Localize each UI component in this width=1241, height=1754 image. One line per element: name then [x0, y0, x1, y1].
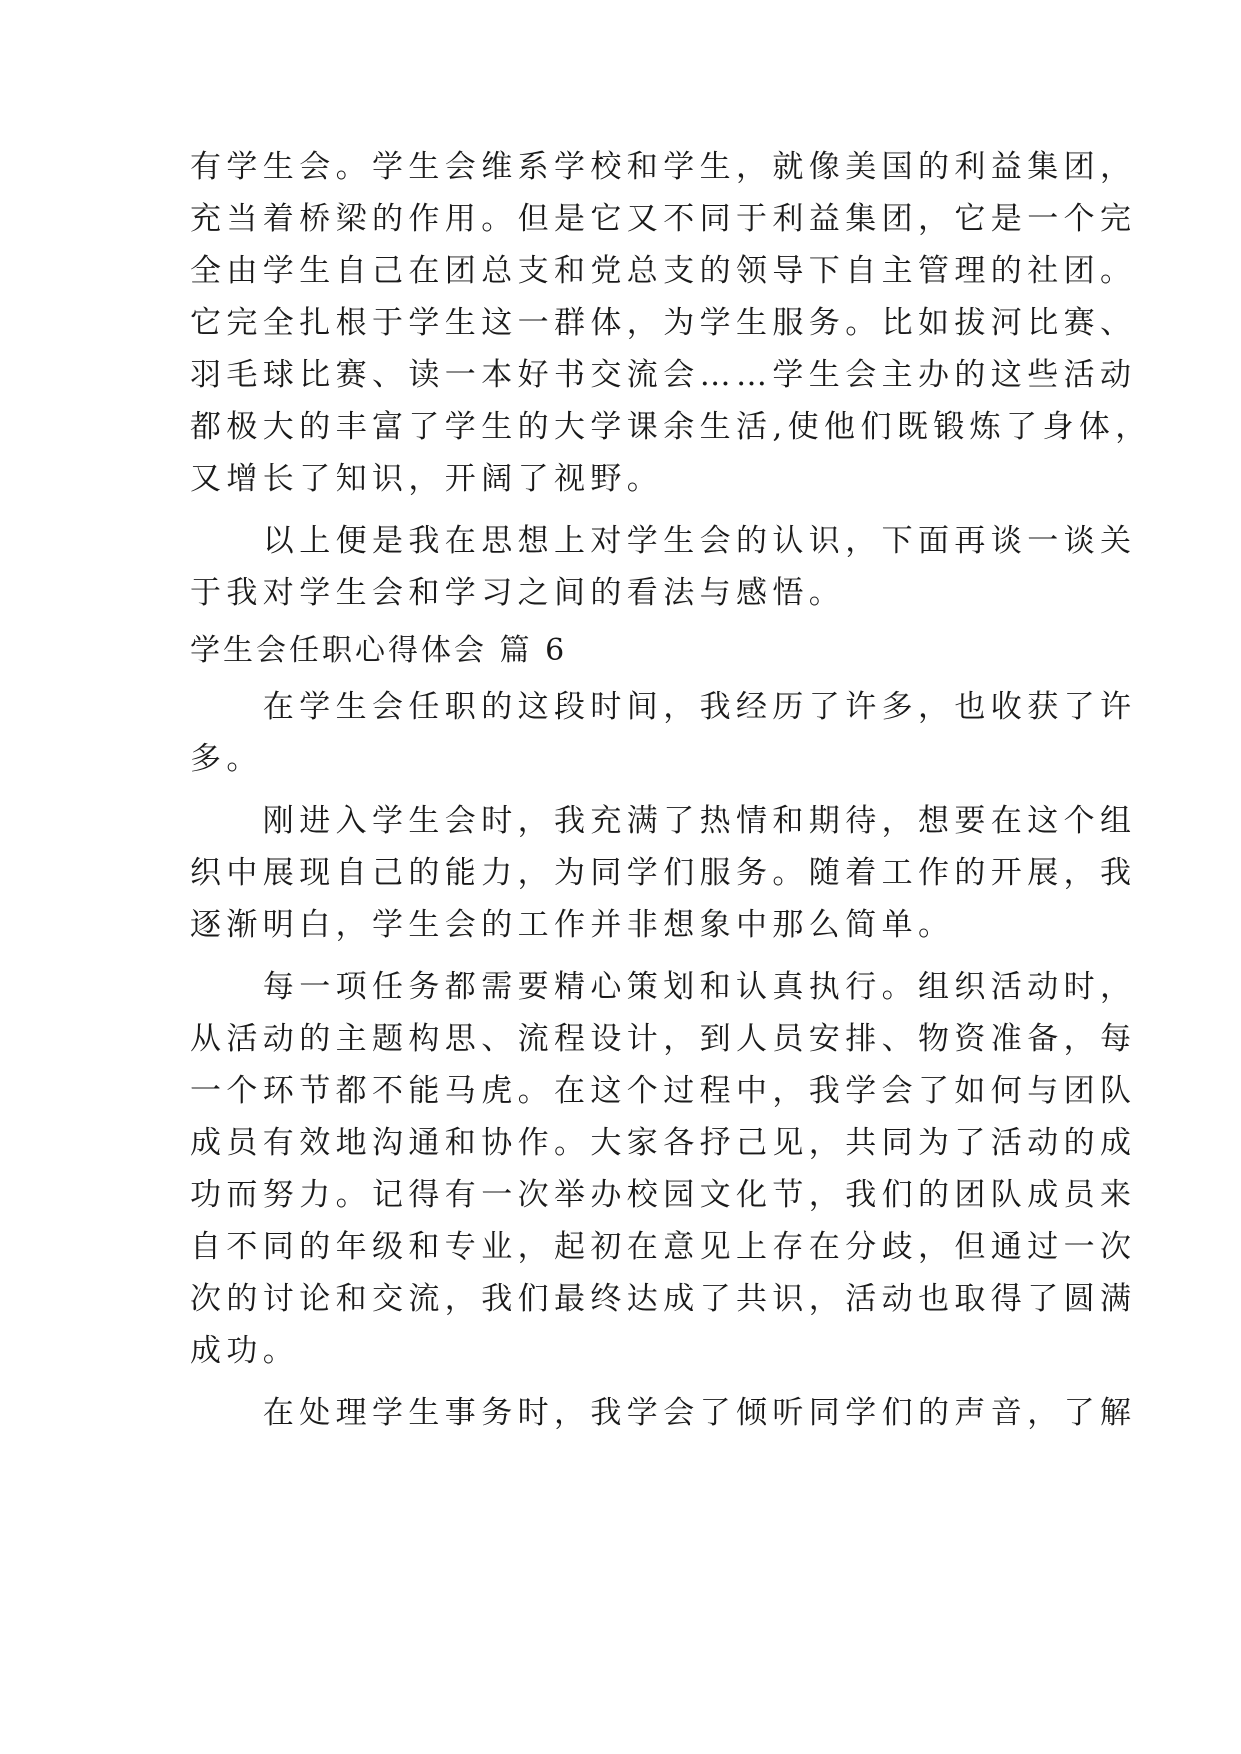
text-line: 多。: [190, 741, 263, 777]
text-line: 织中展现自己的能力，为同学们服务。随着工作的开展，我: [190, 855, 1137, 891]
text-line: 逐渐明白，学生会的工作并非想象中那么简单。: [190, 907, 955, 943]
text-line: 从活动的主题构思、流程设计，到人员安排、物资准备，每: [190, 1021, 1137, 1057]
text-line: 都极大的丰富了学生的大学课余生活,使他们既锻炼了身体，: [190, 409, 1152, 445]
text-line: 次的讨论和交流，我们最终达成了共识，活动也取得了圆满: [190, 1281, 1137, 1317]
text-line: 有学生会。学生会维系学校和学生，就像美国的利益集团，: [190, 149, 1137, 185]
text-line: 羽毛球比赛、读一本好书交流会……学生会主办的这些活动: [190, 357, 1137, 393]
section-heading: 学生会任职心得体会 篇 6: [190, 633, 568, 668]
text-line: 它完全扎根于学生这一群体，为学生服务。比如拔河比赛、: [190, 305, 1137, 341]
text-line: 刚进入学生会时，我充满了热情和期待，想要在这个组: [190, 803, 1137, 839]
text-line: 又增长了知识，开阔了视野。: [190, 461, 664, 497]
text-line: 在学生会任职的这段时间，我经历了许多，也收获了许: [190, 689, 1137, 725]
text-line: 于我对学生会和学习之间的看法与感悟。: [190, 575, 846, 611]
text-line: 以上便是我在思想上对学生会的认识，下面再谈一谈关: [190, 523, 1137, 559]
text-line: 自不同的年级和专业，起初在意见上存在分歧，但通过一次: [190, 1229, 1137, 1265]
text-line: 充当着桥梁的作用。但是它又不同于利益集团，它是一个完: [190, 201, 1137, 237]
text-line: 成功。: [190, 1333, 300, 1369]
text-line: 全由学生自己在团总支和党总支的领导下自主管理的社团。: [190, 253, 1137, 289]
text-line: 每一项任务都需要精心策划和认真执行。组织活动时，: [190, 969, 1137, 1005]
text-line: 成员有效地沟通和协作。大家各抒己见，共同为了活动的成: [190, 1125, 1137, 1161]
text-line: 在处理学生事务时，我学会了倾听同学们的声音，了解: [190, 1395, 1137, 1431]
text-line: 一个环节都不能马虎。在这个过程中，我学会了如何与团队: [190, 1073, 1137, 1109]
text-line: 功而努力。记得有一次举办校园文化节，我们的团队成员来: [190, 1177, 1137, 1213]
